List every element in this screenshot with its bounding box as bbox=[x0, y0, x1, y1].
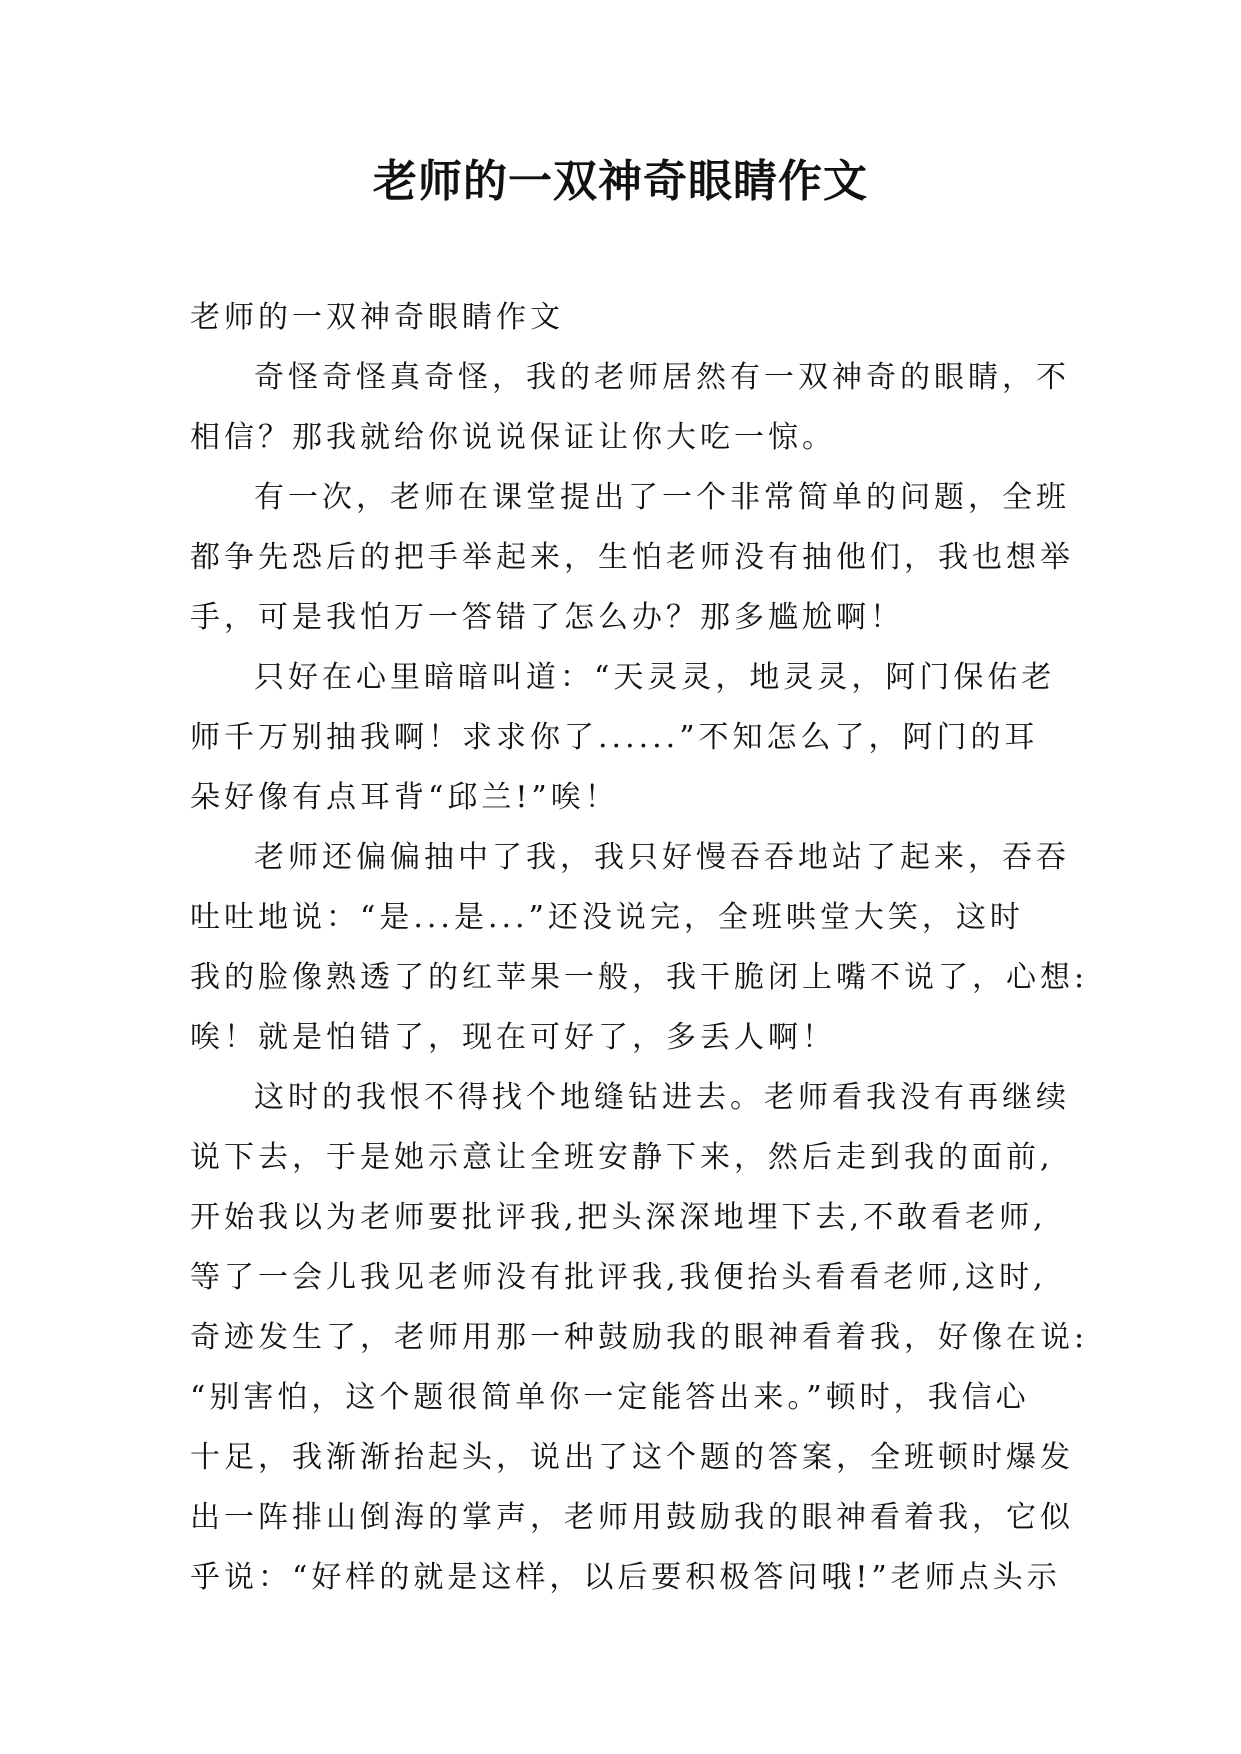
text-line: 相信？那我就给你说说保证让你大吃一惊。 bbox=[190, 420, 836, 455]
text-line: 出一阵排山倒海的掌声，老师用鼓励我的眼神看着我，它似 bbox=[190, 1500, 1074, 1535]
text-line: 开始我以为老师要批评我,把头深深地埋下去,不敢看老师, bbox=[190, 1200, 1047, 1235]
text-line: 老师还偏偏抽中了我，我只好慢吞吞地站了起来，吞吞 bbox=[254, 840, 1070, 875]
text-line: 奇怪奇怪真奇怪，我的老师居然有一双神奇的眼睛，不 bbox=[254, 360, 1070, 395]
text-line: 等了一会儿我见老师没有批评我,我便抬头看看老师,这时, bbox=[190, 1260, 1047, 1295]
document-title: 老师的一双神奇眼睛作文 bbox=[373, 156, 868, 207]
text-line: 乎说：“好样的就是这样，以后要积极答问哦!”老师点头示 bbox=[190, 1560, 1061, 1595]
text-line: 朵好像有点耳背“邱兰!”唉！ bbox=[190, 780, 619, 815]
text-line: 有一次，老师在课堂提出了一个非常简单的问题，全班 bbox=[254, 480, 1070, 515]
text-line: “别害怕，这个题很简单你一定能答出来。”顿时，我信心 bbox=[190, 1380, 1030, 1415]
text-line: 手，可是我怕万一答错了怎么办？那多尴尬啊！ bbox=[190, 600, 904, 635]
text-line: 吐吐地说：“是...是...”还没说完，全班哄堂大笑，这时 bbox=[190, 900, 1024, 935]
text-line: 这时的我恨不得找个地缝钻进去。老师看我没有再继续 bbox=[254, 1080, 1070, 1115]
text-line: 十足，我渐渐抬起头，说出了这个题的答案，全班顿时爆发 bbox=[190, 1440, 1074, 1475]
document-body bbox=[190, 288, 1089, 1608]
text-line: 师千万别抽我啊！求求你了......”不知怎么了，阿门的耳 bbox=[190, 720, 1039, 755]
text-line: 唉！就是怕错了，现在可好了，多丢人啊！ bbox=[190, 1020, 836, 1055]
text-line: 都争先恐后的把手举起来，生怕老师没有抽他们，我也想举 bbox=[190, 540, 1074, 575]
text-line: 老师的一双神奇眼睛作文 bbox=[190, 300, 564, 335]
text-line: 我的脸像熟透了的红苹果一般，我干脆闭上嘴不说了，心想: bbox=[190, 960, 1089, 995]
text-line: 说下去，于是她示意让全班安静下来，然后走到我的面前, bbox=[190, 1140, 1054, 1175]
text-line: 奇迹发生了，老师用那一种鼓励我的眼神看着我，好像在说: bbox=[190, 1320, 1089, 1355]
text-line: 只好在心里暗暗叫道：“天灵灵，地灵灵，阿门保佑老 bbox=[254, 660, 1056, 695]
